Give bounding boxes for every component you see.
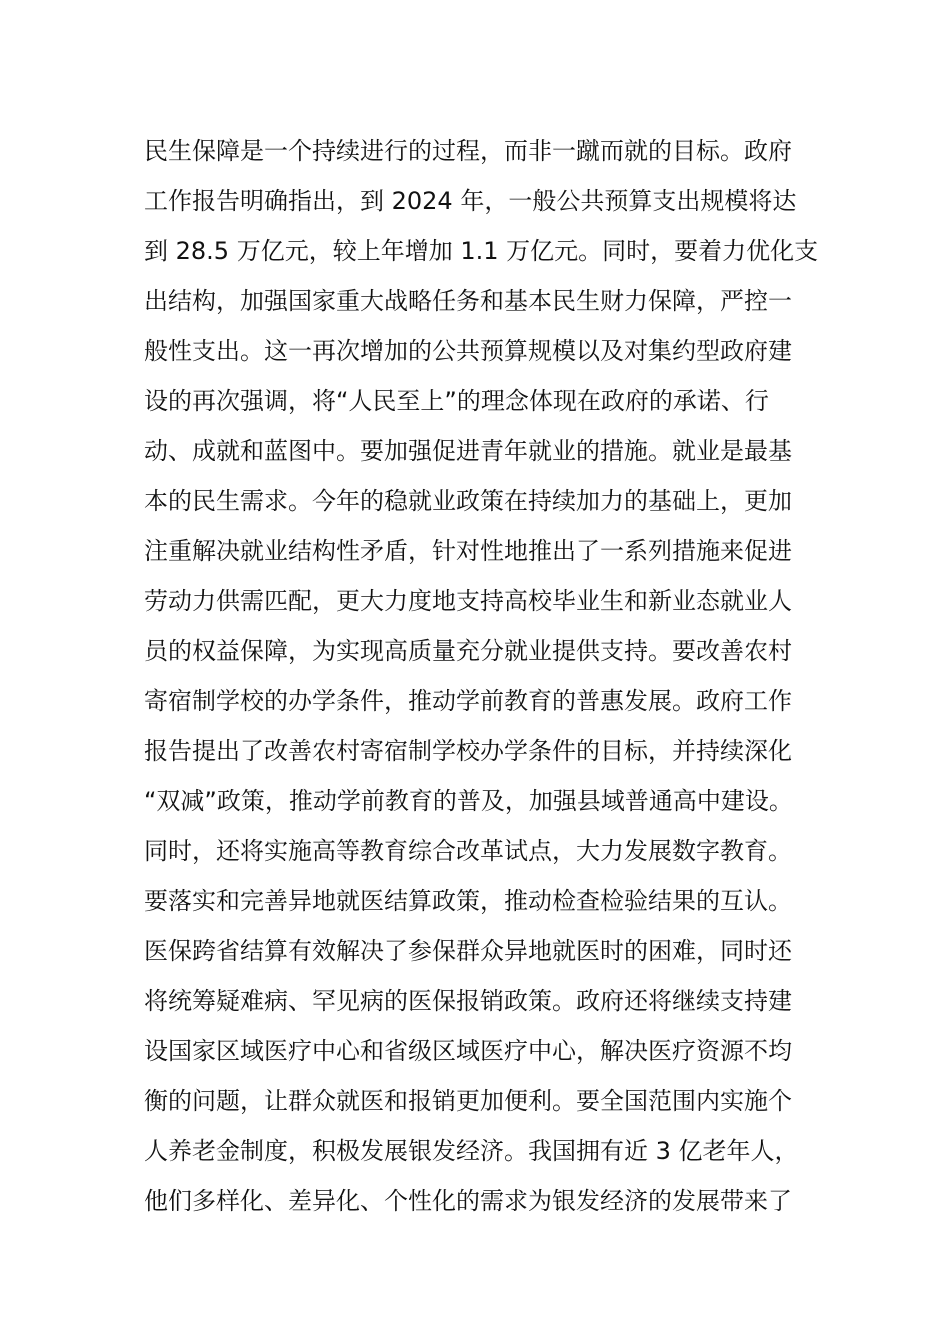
text-line: 设的再次强调，将“人民至上”的理念体现在政府的承诺、行 bbox=[144, 387, 769, 415]
text-line: 报告提出了改善农村寄宿制学校办学条件的目标，并持续深化 bbox=[144, 737, 792, 765]
text-line: 衡的问题，让群众就医和报销更加便利。要全国范围内实施个 bbox=[144, 1087, 792, 1115]
body-paragraph bbox=[144, 126, 824, 1226]
text-line: 同时，还将实施高等教育综合改革试点，大力发展数字教育。 bbox=[144, 837, 792, 865]
text-line: 他们多样化、差异化、个性化的需求为银发经济的发展带来了 bbox=[144, 1187, 792, 1215]
text-line: 劳动力供需匹配，更大力度地支持高校毕业生和新业态就业人 bbox=[144, 587, 792, 615]
text-line: 本的民生需求。今年的稳就业政策在持续加力的基础上，更加 bbox=[144, 487, 792, 515]
text-line: 到 28.5 万亿元，较上年增加 1.1 万亿元。同时，要着力优化支 bbox=[144, 237, 819, 265]
text-line: 般性支出。这一再次增加的公共预算规模以及对集约型政府建 bbox=[144, 337, 792, 365]
text-line: 注重解决就业结构性矛盾，针对性地推出了一系列措施来促进 bbox=[144, 537, 792, 565]
text-line: 工作报告明确指出，到 2024 年，一般公共预算支出规模将达 bbox=[144, 187, 797, 215]
text-line: 要落实和完善异地就医结算政策，推动检查检验结果的互认。 bbox=[144, 887, 792, 915]
text-line: 人养老金制度，积极发展银发经济。我国拥有近 3 亿老年人， bbox=[144, 1137, 799, 1165]
text-line: 动、成就和蓝图中。要加强促进青年就业的措施。就业是最基 bbox=[144, 437, 792, 465]
text-line: 医保跨省结算有效解决了参保群众异地就医时的困难，同时还 bbox=[144, 937, 792, 965]
text-line: “双减”政策，推动学前教育的普及，加强县域普通高中建设。 bbox=[144, 787, 793, 815]
text-line: 出结构，加强国家重大战略任务和基本民生财力保障，严控一 bbox=[144, 287, 792, 315]
text-line: 员的权益保障，为实现高质量充分就业提供支持。要改善农村 bbox=[144, 637, 792, 665]
text-line: 民生保障是一个持续进行的过程，而非一蹴而就的目标。政府 bbox=[144, 137, 792, 165]
text-line: 寄宿制学校的办学条件，推动学前教育的普惠发展。政府工作 bbox=[144, 687, 792, 715]
text-line: 设国家区域医疗中心和省级区域医疗中心，解决医疗资源不均 bbox=[144, 1037, 792, 1065]
text-line: 将统筹疑难病、罕见病的医保报销政策。政府还将继续支持建 bbox=[144, 987, 792, 1015]
